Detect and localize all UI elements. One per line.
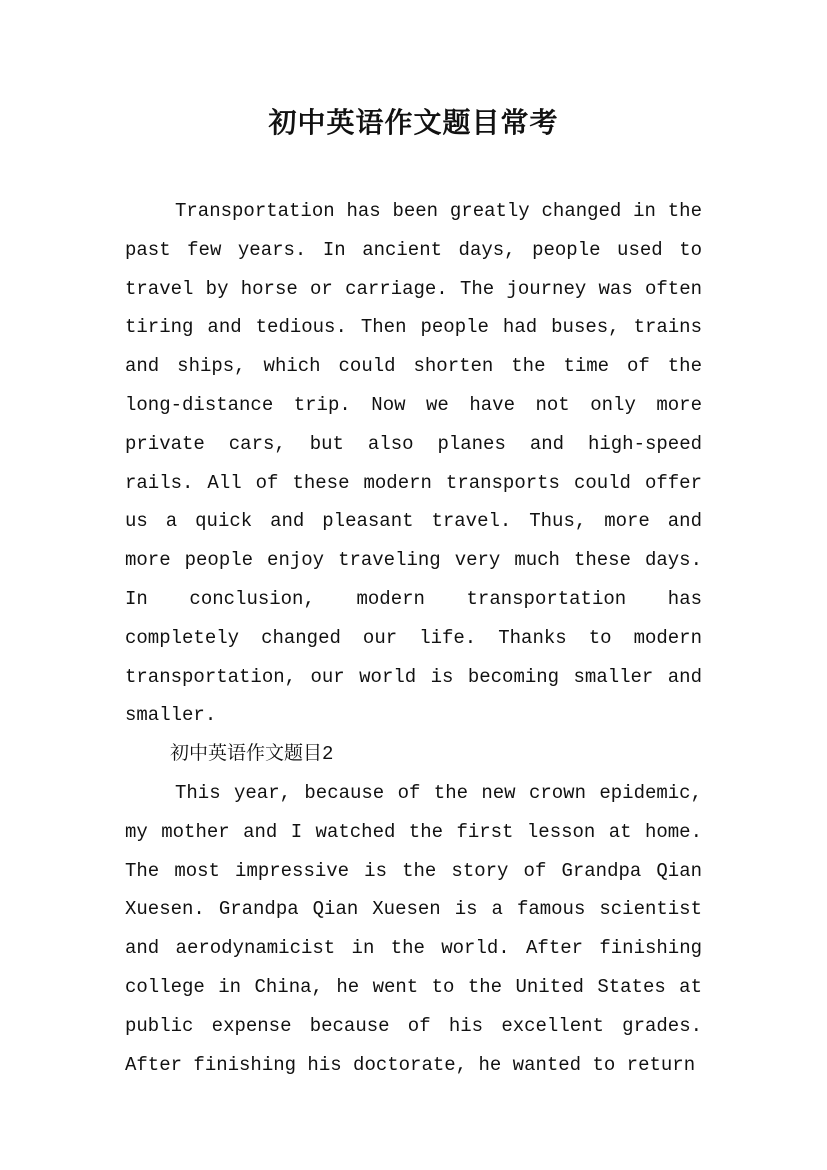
- document-body: [125, 192, 702, 1084]
- page-title: 初中英语作文题目常考: [268, 106, 559, 139]
- paragraph-transportation: Transportation has been greatly changed in the past few years. In ancient days, people used to travel by horse or carriage. The journey was often tiring and tedious. Then people had buses, trains and ships, which could shorten the time of the long-distance trip. Now we have not only more private cars, but also planes and high-speed rails. All of these modern transports could offer us a quick and pleasant travel. Thus, more and more people enjoy traveling very much these days. In conclusion, modern transportation has completely changed our life. Thanks to modern transportation, our world is becoming smaller and smaller.: [125, 200, 702, 727]
- section-heading-2: 初中英语作文题目2: [170, 743, 334, 766]
- paragraph-qian-xuesen: This year, because of the new crown epidemic, my mother and I watched the first lesson at home. The most impressive is the story of Grandpa Qian Xuesen. Grandpa Qian Xuesen is a famous scientist and aerodynamicist in the world. After finishing college in China, he went to the United States at public expense because of his excellent grades. After finishing his doctorate, he wanted to return: [125, 781, 702, 1076]
